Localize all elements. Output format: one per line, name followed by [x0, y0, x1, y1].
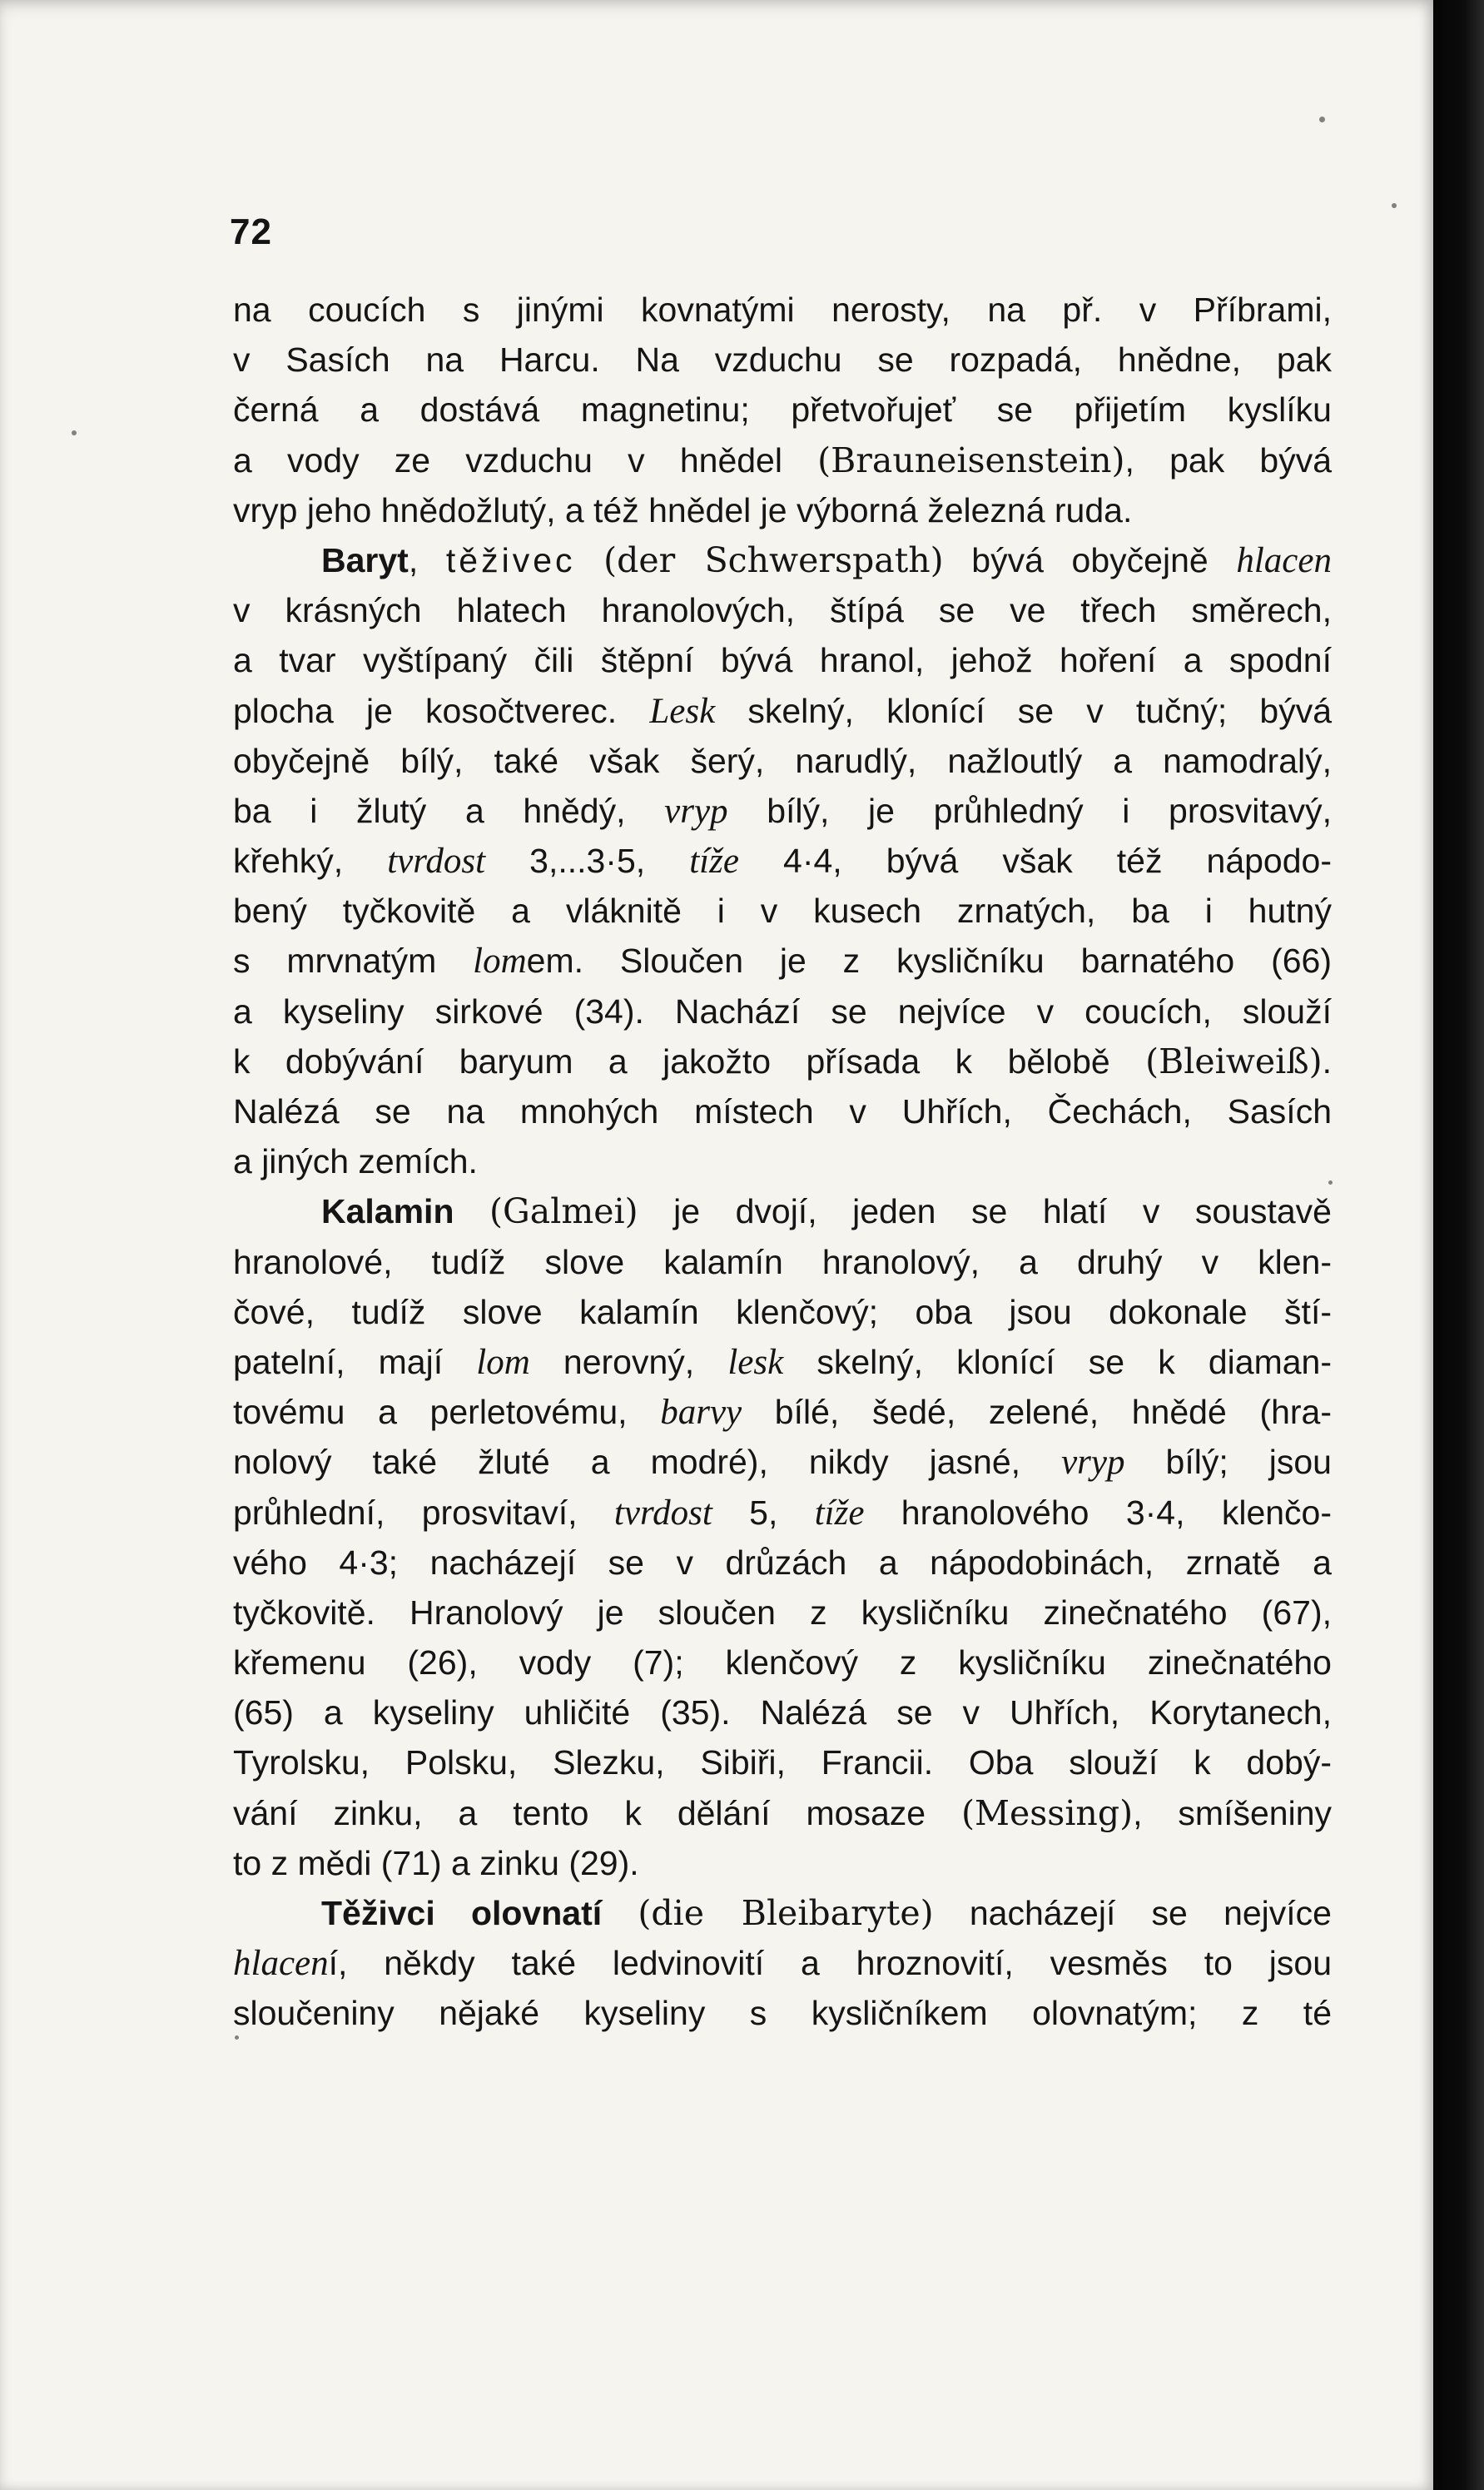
text-line: na coucích s jinými kovnatými nerosty, na př. v Příbrami,	[233, 291, 1332, 329]
page-number: 72	[230, 211, 272, 252]
section-start-tezivci-olovnati: Těživci olovnatí (die Bleibaryte) nacházejí se nejvíce	[321, 1893, 1332, 1933]
text-line: plocha je kosočtverec. Lesk skelný, klonící se v tučný; bývá	[233, 691, 1332, 731]
text-line: tyčkovitě. Hranolový je sloučen z kysličníku zinečnatého (67),	[233, 1593, 1332, 1632]
section-start-baryt: Baryt, těživec (der Schwerspath) bývá obyčejně hlacen	[321, 539, 1332, 580]
text-line: patelní, mají lom nerovný, lesk skelný, klonící se k diaman-	[233, 1342, 1333, 1382]
text-line: nolový také žluté a modré), nikdy jasné, vryp bílý; jsou	[233, 1443, 1332, 1483]
text-line: v Sasích na Harcu. Na vzduchu se rozpadá, hnědne, pak	[233, 340, 1332, 380]
text-line: a kyseliny sirkové (34). Nachází se nejvíce v coucích, slouží	[233, 992, 1332, 1031]
text-line: v krásných hlatech hranolových, štípá se ve třech směrech,	[233, 591, 1332, 630]
paper-speck	[1392, 203, 1397, 208]
text-line: Nalézá se na mnohých místech v Uhřích, Čechách, Sasích	[233, 1092, 1332, 1131]
text-line: s mrvnatým lomem. Sloučen je z kysličníku barnatého (66)	[233, 942, 1332, 982]
text-line: křehký, tvrdost 3,...3·5, tíže 4·4, bývá však též nápodo-	[233, 842, 1332, 882]
text-line: křemenu (26), vody (7); klenčový z kysličníku zinečnatého	[233, 1643, 1332, 1682]
text-line: vého 4·3; nacházejí se v drůzách a nápodobinách, zrnatě a	[233, 1543, 1332, 1582]
text-line: Tyrolsku, Polsku, Slezku, Sibiři, Francii. Oba slouží k dobý-	[233, 1743, 1332, 1782]
text-line: ba i žlutý a hnědý, vryp bílý, je průhledný i prosvitavý,	[233, 791, 1333, 831]
text-line: průhlední, prosvitaví, tvrdost 5, tíže hranolového 3·4, klenčo-	[233, 1493, 1332, 1533]
text-line: vání zinku, a tento k dělání mosaze (Messing), smíšeniny	[233, 1792, 1332, 1833]
text-line: hlacení, někdy také ledvinovití a hroznovití, vesměs to jsou	[233, 1944, 1332, 1984]
text-line: a tvar vyštípaný čili štěpní bývá hranol, jehož hoření a spodní	[233, 641, 1332, 680]
text-line: tovému a perletovému, barvy bílé, šedé, zelené, hnědé (hra-	[233, 1393, 1332, 1433]
text-line: vryp jeho hnědožlutý, a též hnědel je výborná železná ruda.	[233, 490, 1133, 529]
paper-speck	[1319, 117, 1325, 122]
book-spine-shadow	[1433, 0, 1484, 2490]
section-start-kalamin: Kalamin (Galmei) je dvojí, jeden se hlatí v soustavě	[321, 1191, 1332, 1232]
paper-speck	[72, 430, 77, 435]
text-line: (65) a kyseliny uhličité (35). Nalézá se v Uhřích, Korytanech,	[233, 1693, 1332, 1732]
text-line: sloučeniny nějaké kyseliny s kysličníkem olovnatým; z té	[233, 1994, 1332, 2033]
text-line: černá a dostává magnetinu; přetvořujeť se přijetím kyslíku	[233, 390, 1332, 430]
text-line: to z mědi (71) a zinku (29).	[233, 1843, 639, 1882]
text-line: a jiných zemích.	[233, 1142, 478, 1181]
text-line: a vody ze vzduchu v hnědel (Brauneisenstein), pak bývá	[233, 440, 1332, 480]
body-text	[233, 285, 1332, 2039]
text-line: obyčejně bílý, také však šerý, narudlý, nažloutlý a namodralý,	[233, 741, 1332, 780]
text-line: čové, tudíž slove kalamín klenčový; oba jsou dokonale ští-	[233, 1292, 1332, 1331]
text-line: k dobývání baryum a jakožto přísada k bělobě (Bleiweiß).	[233, 1041, 1332, 1081]
text-line: hranolové, tudíž slove kalamín hranolový, a druhý v klen-	[233, 1242, 1332, 1281]
text-line: bený tyčkovitě a vláknitě i v kusech zrnatých, ba i hutný	[233, 892, 1332, 931]
